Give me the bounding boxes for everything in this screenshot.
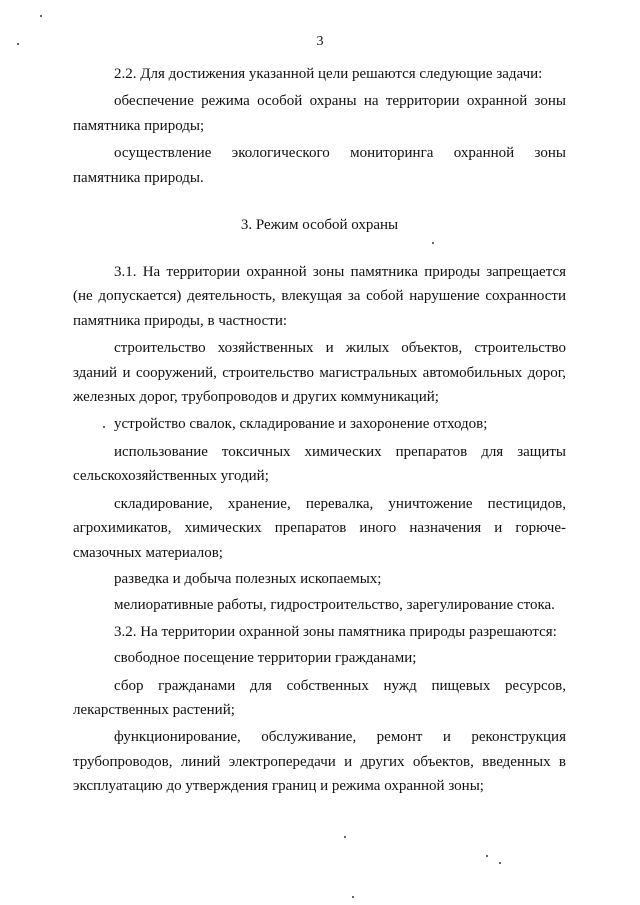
- scan-speck: [499, 862, 501, 864]
- permitted-item: свободное посещение территории гражданами;: [114, 650, 417, 667]
- item-2-2: 2.2. Для достижения указанной цели решаются следующие задачи:: [114, 66, 543, 82]
- prohibited-item: строительство хозяйственных и жилых объектов, строительство зданий и сооружений, строительство магистральных автомобильных дорог, железных дорог, трубопроводов и других коммуникаций;: [73, 340, 566, 406]
- item-3-2: 3.2. На территории охранной зоны памятника природы разрешаются:: [114, 623, 557, 640]
- prohibited-item: устройство свалок, складирование и захоронение отходов;: [114, 416, 488, 433]
- item-3-1: 3.1. На территории охранной зоны памятника природы запрещается (не допускается) деятельность, влекущая за собой нарушение сохранности памятника природы, в частности:: [73, 264, 566, 329]
- prohibited-item: разведка и добыча полезных ископаемых;: [114, 570, 382, 587]
- scan-speck: [344, 836, 346, 838]
- task-item: осуществление экологического мониторинга охранной зоны памятника природы.: [73, 145, 566, 186]
- task-item: обеспечение режима особой охраны на территории охранной зоны памятника природы;: [73, 93, 566, 134]
- scan-speck: [352, 896, 354, 898]
- prohibited-item: складирование, хранение, перевалка, уничтожение пестицидов, агрохимикатов, химических препаратов иного назначения и горюче-смазочных материалов;: [73, 495, 566, 561]
- document-body: [73, 62, 566, 799]
- prohibited-item: мелиоративные работы, гидростроительство, зарегулирование стока.: [114, 597, 555, 614]
- permitted-item: функционирование, обслуживание, ремонт и реконструкция трубопроводов, линий электропередачи и других объектов, введенных в эксплуатацию до утверждения границ и режима охранной зоны;: [73, 729, 566, 795]
- scan-speck: [40, 15, 42, 17]
- permitted-item: сбор гражданами для собственных нужд пищевых ресурсов, лекарственных растений;: [73, 677, 566, 718]
- page-number: 3: [316, 34, 324, 49]
- scan-speck: [486, 855, 488, 857]
- section-heading: 3. Режим особой охраны: [240, 217, 399, 234]
- prohibited-item: использование токсичных химических препаратов для защиты сельскохозяйственных угодий;: [73, 443, 566, 485]
